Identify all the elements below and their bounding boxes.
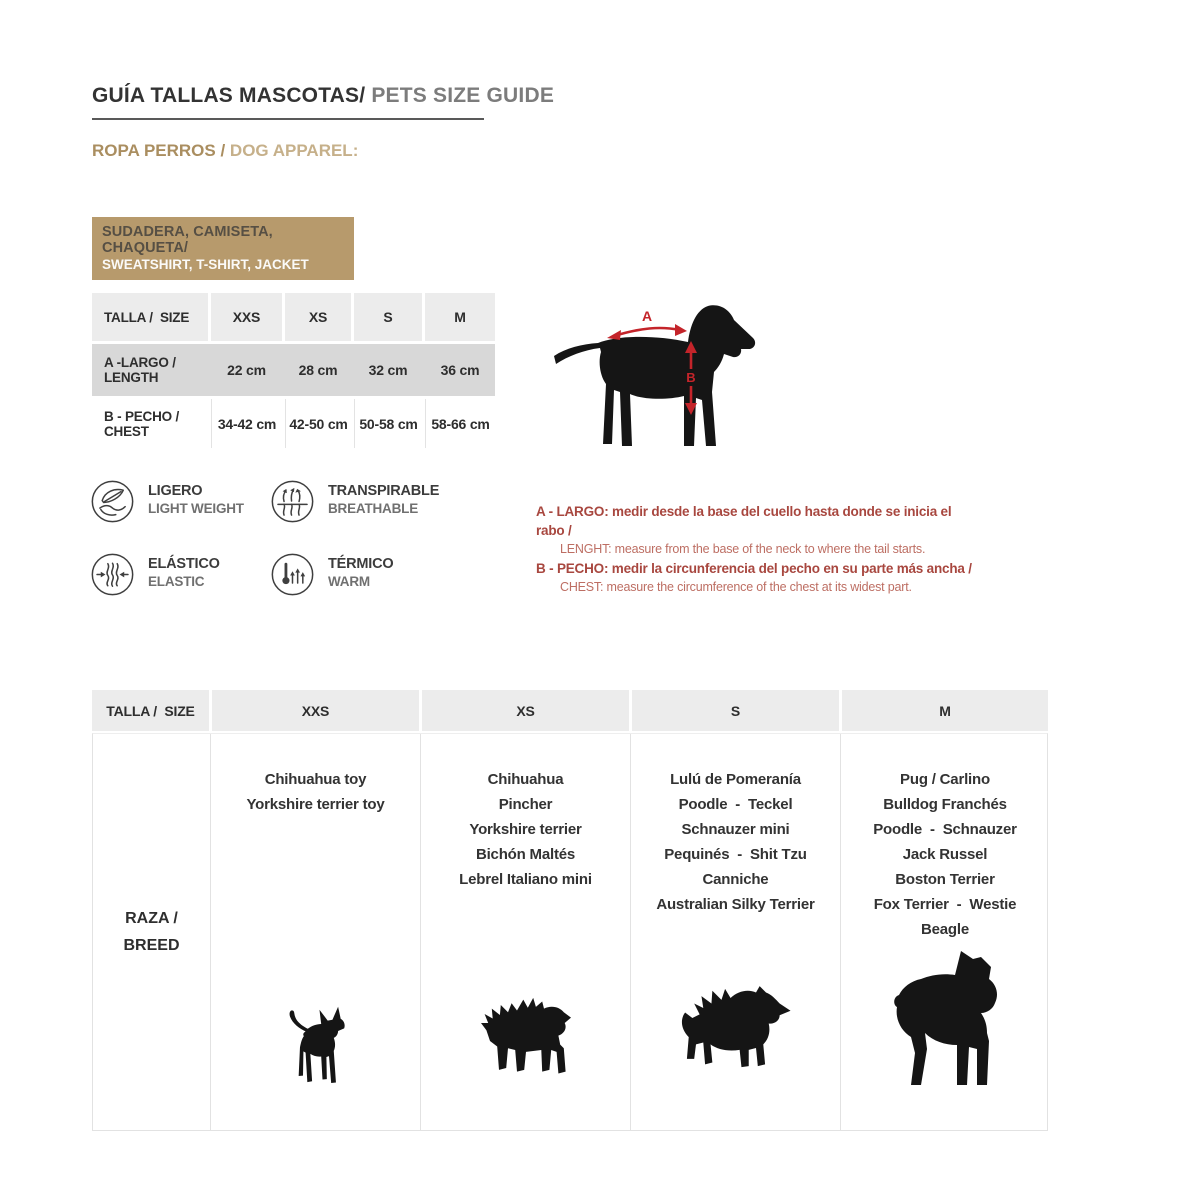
- pomeranian-silhouette-icon: [672, 978, 800, 1078]
- measure-arrow-a: [607, 308, 687, 340]
- feature-elastic-label-es: ELÁSTICO: [148, 556, 220, 572]
- note-b-es: B - PECHO: medir la circunferencia del pecho en su parte más ancha /: [536, 561, 972, 576]
- note-b-en: CHEST: measure the circumference of the chest at its widest part.: [560, 580, 912, 594]
- feature-breathable-label-es: TRANSPIRABLE: [328, 483, 440, 499]
- breathable-icon: [270, 479, 315, 524]
- product-category-banner: [92, 217, 354, 280]
- dog-measurement-diagram: [548, 296, 764, 456]
- subtitle-es: ROPA PERROS /: [92, 141, 226, 160]
- chest-xs: 42-50 cm: [285, 399, 351, 448]
- breed-item: Jack Russel: [902, 846, 988, 863]
- chest-m: 58-66 cm: [425, 399, 495, 448]
- feature-elastic-text: [148, 552, 220, 589]
- length-row-label: A -LARGO / LENGTH: [92, 344, 208, 396]
- breed-item: Pincher: [498, 796, 553, 813]
- breed-item: Beagle: [921, 921, 969, 938]
- page-title-es: GUÍA TALLAS MASCOTAS/: [92, 84, 366, 107]
- feature-elastic: [90, 552, 270, 597]
- breed-table-header-label: TALLA / SIZE: [92, 690, 209, 731]
- breed-cell-xs: [420, 734, 630, 1130]
- banner-line-en: SWEATSHIRT, T-SHIRT, JACKET: [102, 257, 309, 272]
- breed-table-header-s: S: [629, 690, 839, 731]
- breed-row-label-line1: RAZA /: [125, 910, 178, 927]
- breed-item: Chihuahua toy: [264, 771, 367, 788]
- page-title: [92, 84, 555, 120]
- size-table-header-xs: XS: [285, 293, 351, 341]
- breed-item: Boston Terrier: [895, 871, 995, 888]
- banner-line-es: SUDADERA, CAMISETA, CHAQUETA/: [102, 224, 273, 256]
- breed-cell-xxs: [210, 734, 420, 1130]
- feature-warm-label-en: WARM: [328, 574, 370, 589]
- feature-breathable-label-en: BREATHABLE: [328, 501, 418, 516]
- feature-lightweight-text: [148, 479, 244, 516]
- size-table-header-s: S: [354, 293, 422, 341]
- length-xxs: 22 cm: [211, 344, 282, 396]
- arrow-b-label: B: [686, 370, 696, 385]
- breed-item: Lebrel Italiano mini: [459, 871, 592, 888]
- breed-item: Schnauzer mini: [681, 821, 790, 838]
- breed-cell-m: [840, 734, 1049, 1130]
- breed-table: [92, 690, 1048, 1131]
- breed-item: Bulldog Franchés: [883, 796, 1007, 813]
- subtitle-en: DOG APPAREL:: [225, 141, 359, 160]
- yorkshire-terrier-silhouette-icon: [472, 994, 580, 1080]
- note-a-en: LENGHT: measure from the base of the neck to where the tail starts.: [560, 542, 926, 556]
- length-xs: 28 cm: [285, 344, 351, 396]
- thermometer-icon: [270, 552, 315, 597]
- arrow-a-label: A: [641, 308, 653, 324]
- breed-table-header-m: M: [839, 690, 1048, 731]
- chest-xxs: 34-42 cm: [211, 399, 282, 448]
- measure-arrow-b: [685, 341, 697, 415]
- breed-item: Poodle - Teckel: [678, 796, 793, 813]
- feature-warm: [270, 552, 505, 597]
- feature-warm-label-es: TÉRMICO: [328, 556, 394, 572]
- feature-lightweight-label-en: LIGHT WEIGHT: [148, 501, 244, 516]
- labrador-silhouette-icon: [554, 305, 755, 446]
- feature-elastic-label-en: ELASTIC: [148, 574, 205, 589]
- length-m: 36 cm: [425, 344, 495, 396]
- breed-item: Pug / Carlino: [900, 771, 990, 788]
- feature-breathable-text: [328, 479, 439, 516]
- size-table-length-row: [92, 344, 495, 396]
- measuring-notes: [536, 502, 976, 597]
- page-subtitle: [92, 141, 358, 161]
- size-table-header-label: TALLA / SIZE: [92, 293, 208, 341]
- breed-item: Bichón Maltés: [475, 846, 576, 863]
- size-table-chest-row: [92, 399, 495, 448]
- breed-item: Poodle - Schnauzer: [873, 821, 1017, 838]
- breed-table-body: [92, 733, 1048, 1131]
- chest-row-label: B - PECHO / CHEST: [92, 399, 208, 448]
- breed-item: Canniche: [702, 871, 769, 888]
- elastic-icon: [90, 552, 135, 597]
- size-table: [92, 293, 495, 448]
- french-bulldog-silhouette-icon: [885, 945, 1005, 1090]
- breed-item: Fox Terrier - Westie: [873, 896, 1017, 913]
- breed-row-label: [93, 734, 210, 1130]
- breed-table-header-xxs: XXS: [209, 690, 419, 731]
- size-table-header-xxs: XXS: [211, 293, 282, 341]
- chihuahua-silhouette-icon: [277, 1000, 355, 1094]
- feature-lightweight: [90, 479, 270, 524]
- length-s: 32 cm: [354, 344, 422, 396]
- breed-table-header-xs: XS: [419, 690, 629, 731]
- breed-cell-s: [630, 734, 840, 1130]
- breed-table-header-row: [92, 690, 1048, 731]
- breed-item: Yorkshire terrier toy: [246, 796, 385, 813]
- feature-lightweight-label-es: LIGERO: [148, 483, 203, 499]
- note-a-es: A - LARGO: medir desde la base del cuello hasta donde se inicia el rabo /: [536, 504, 952, 538]
- page-title-en: PETS SIZE GUIDE: [365, 84, 555, 107]
- breed-item: Chihuahua: [487, 771, 564, 788]
- breed-item: Lulú de Pomeranía: [670, 771, 801, 788]
- feature-warm-text: [328, 552, 393, 589]
- breed-item: Australian Silky Terrier: [656, 896, 815, 913]
- breed-row-label-line2: BREED: [123, 937, 180, 954]
- breed-item: Pequinés - Shit Tzu: [664, 846, 807, 863]
- feature-breathable: [270, 479, 505, 524]
- size-table-header-m: M: [425, 293, 495, 341]
- breed-item: Yorkshire terrier: [469, 821, 582, 838]
- chest-s: 50-58 cm: [354, 399, 422, 448]
- feature-list: [90, 479, 505, 597]
- feather-hand-icon: [90, 479, 135, 524]
- size-table-header-row: [92, 293, 495, 341]
